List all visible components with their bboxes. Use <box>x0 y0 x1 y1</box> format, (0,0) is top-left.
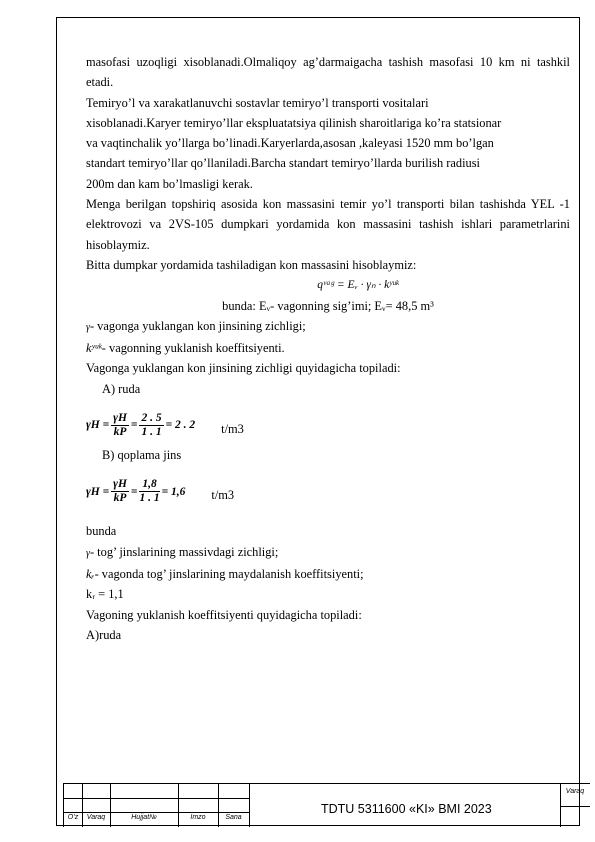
title-block <box>63 783 590 827</box>
formula-ruda-unit: t/m3 <box>221 421 244 436</box>
formula-jins-fraction-1 <box>111 478 129 505</box>
formula-jins-lhs: γH = <box>86 485 110 498</box>
kr-symbol: kᵣ <box>86 566 95 581</box>
case-a-ruda: A) ruda <box>102 381 141 396</box>
paragraph-2-line-4: standart temiryo’llar qo’llaniladi.Barcha standart temiryo’llarda burilish radiusi <box>86 156 480 171</box>
bunda-label: bunda <box>86 524 117 539</box>
formula-jins <box>86 465 570 505</box>
stamp-oz-label: O’z <box>67 814 79 821</box>
formula-ruda-result: = 2 . 2 <box>165 419 196 432</box>
case-a-ruda-2: A)ruda <box>86 627 122 642</box>
formula-ruda-den-2: 1 . 1 <box>141 426 162 439</box>
formula-ruda-num-2: 2 . 5 <box>141 412 162 425</box>
k-definition <box>86 338 570 358</box>
paragraph-2-line-3: va vaqtinchalik yo’llarga bo’linadi.Karyerlarda,asosan ,kaleyasi 1520 mm bo’lgan <box>86 136 494 151</box>
stamp-imzo-label: Imzo <box>190 814 206 821</box>
stamp-page-label: Varaq <box>565 788 585 795</box>
formula-jins-expression <box>86 478 185 505</box>
formula-ruda-den-1: kP <box>113 426 127 439</box>
document-title: TDTU 5311600 «KI» BMI 2023 <box>321 802 492 816</box>
bunda-line: bunda: Eᵥ- vagonning sig’imi; Eᵥ= 48,5 m³ <box>222 298 434 313</box>
paragraph-2-line-2: xisoblanadi.Karyer temiryo’llar ekspluatatsiya qilinish sharoitlariga ko’ra statsionar <box>86 115 502 130</box>
formula-jins-equals: = <box>130 485 138 498</box>
formula-ruda-expression <box>86 412 195 439</box>
formula-jins-den-1: kP <box>113 492 127 505</box>
formula-jins-unit: t/m3 <box>211 488 235 503</box>
paragraph-3: Menga berilgan topshiriq asosida kon massasini temir yo’l transporti bilan tashishda YEL -1 elektrovozi va 2VS-105 dumpkari yordamida kon massasini tashish ishlari parametrlarini hisoblaymiz. <box>86 197 570 252</box>
formula-ruda-equals: = <box>130 419 138 432</box>
case-b-jins: B) qoplama jins <box>102 448 182 463</box>
formula-ruda-lhs: γH = <box>86 419 110 432</box>
formula-ruda-fraction-1 <box>111 412 129 439</box>
kr-definition <box>86 564 570 584</box>
formula-ruda <box>86 399 570 439</box>
paragraph-6: Vagoning yuklanish koeffitsiyenti quyidagicha topiladi: <box>86 607 362 622</box>
k-definition-text: - vagonning yuklanish koeffitsiyenti. <box>101 341 285 356</box>
formula-jins-result: = 1,6 <box>161 485 186 498</box>
stamp-row-line-1 <box>63 798 249 799</box>
formula-jins-num-2: 1,8 <box>139 478 159 492</box>
paragraph-4: Bitta dumpkar yordamida tashiladigan kon massasini hisoblaymiz: <box>86 257 417 272</box>
formula-jins-num-1: γH <box>113 478 127 491</box>
gamma-definition-text: - vagonga yuklangan kon jinsining zichligi; <box>89 318 306 333</box>
k-symbol: kʸᵘᵏ <box>86 341 102 356</box>
stamp-row-line-2 <box>63 812 249 813</box>
gamma-symbol: γ <box>86 321 90 333</box>
main-formula: qᵛᵃᵍ = Eᵥ · γₙ · kʸᵘᵏ <box>317 279 399 292</box>
kr-value: kᵣ = 1,1 <box>86 587 124 602</box>
kr-definition-text: - vagonda tog’ jinslarining maydalanish koeffitsiyenti; <box>94 566 364 581</box>
paragraph-5: Vagonga yuklangan kon jinsining zichligi quyidagicha topiladi: <box>86 361 401 376</box>
document-body <box>86 52 570 645</box>
formula-jins-fraction-2 <box>139 478 159 505</box>
formula-ruda-num-1: γH <box>113 412 127 425</box>
paragraph-2-line-1: Temiryo’l va xarakatlanuvchi sostavlar temiryo’l transporti vositalari <box>86 95 429 110</box>
formula-jins-den-2: 1 . 1 <box>139 492 160 505</box>
gamma2-definition <box>86 542 570 564</box>
formula-ruda-fraction-2 <box>139 412 163 439</box>
gamma2-symbol: γ <box>86 547 90 559</box>
gamma-definition <box>86 316 570 338</box>
paragraph-2-line-5: 200m dan kam bo’lmasligi kerak. <box>86 176 253 191</box>
stamp-varaq-label: Varaq <box>86 814 106 821</box>
stamp-sana-label: Sana <box>225 814 242 821</box>
paragraph-1: masofasi uzoqligi xisoblanadi.Olmaliqoy ag’darmaigacha tashish masofasi 10 km ni tashkil etadi. <box>86 55 570 90</box>
gamma2-definition-text: - tog’ jinslarining massivdagi zichligi; <box>89 544 279 559</box>
stamp-hujjat-label: Hujjat№ <box>131 814 157 821</box>
stamp-col-line-5 <box>249 784 250 827</box>
stamp-varaq-divider <box>560 806 590 807</box>
